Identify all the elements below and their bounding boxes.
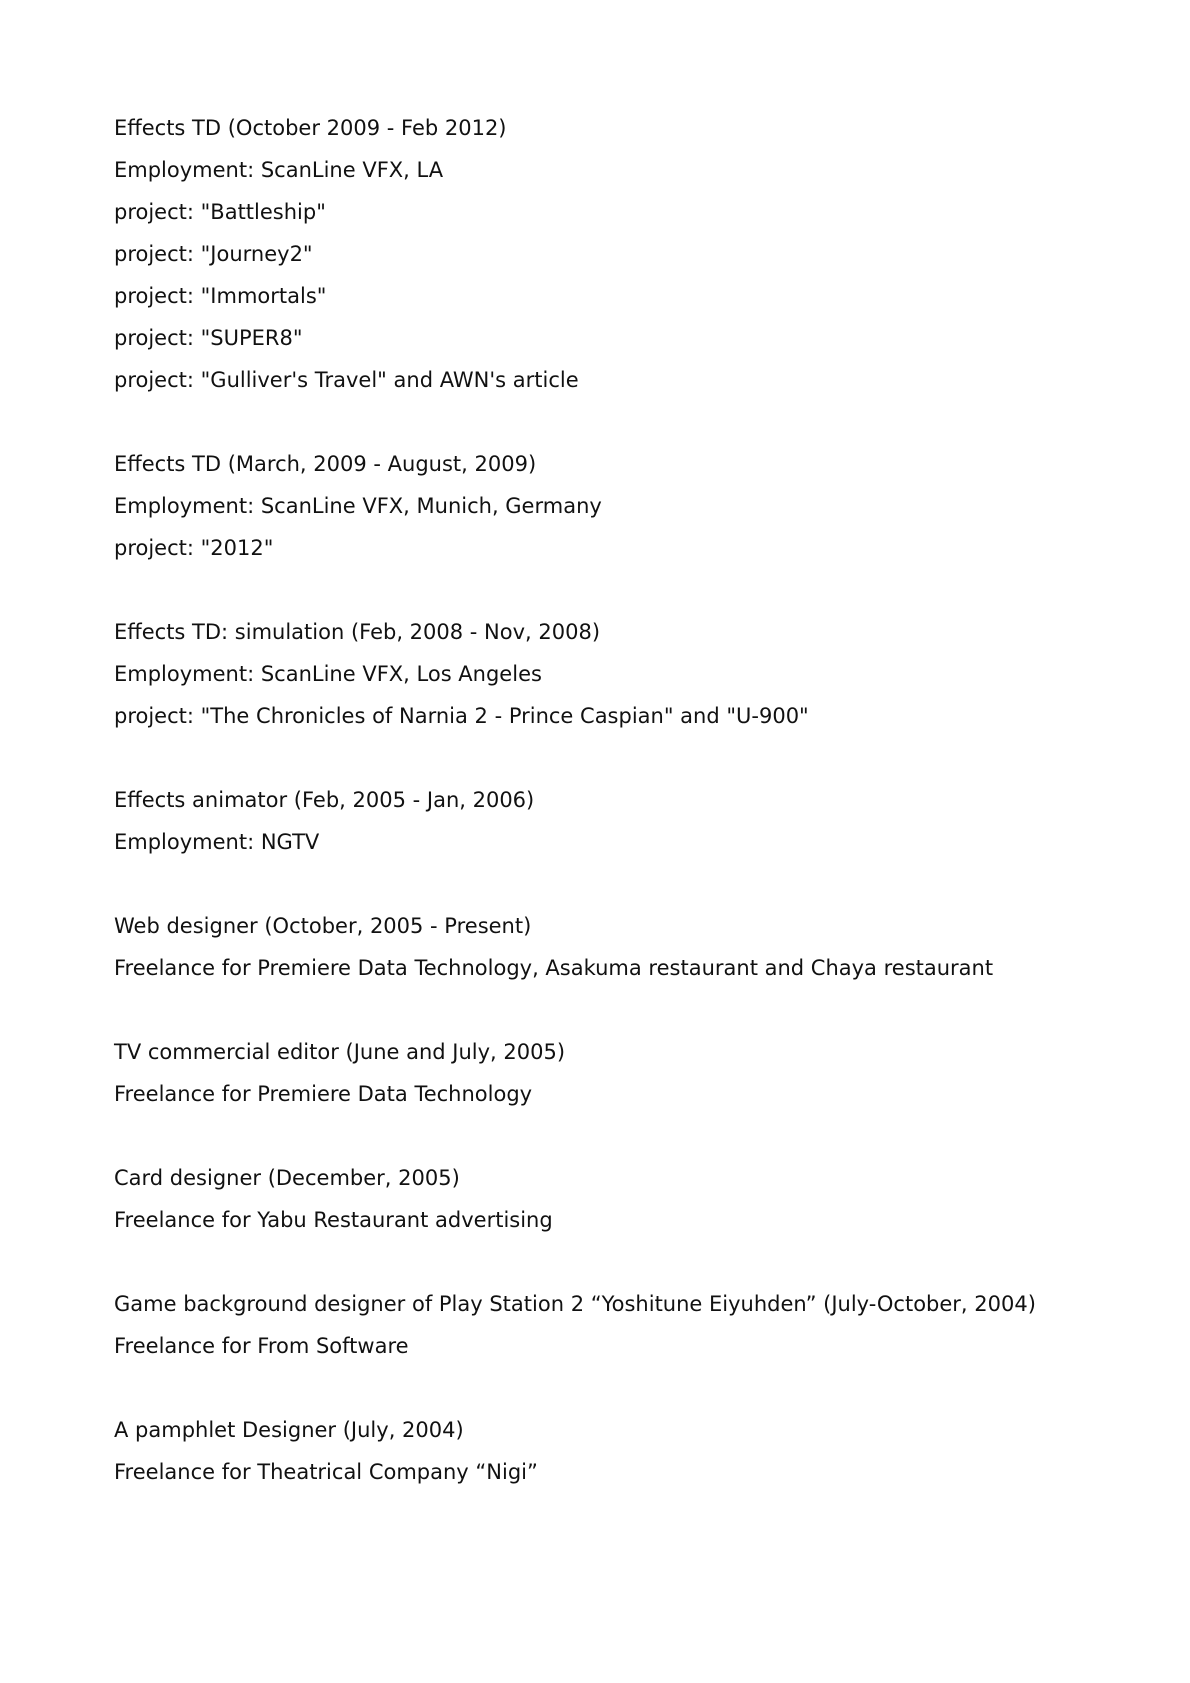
experience-entry: [114, 1283, 1134, 1367]
experience-entry: [114, 1157, 1134, 1241]
entry-line: Freelance for Premiere Data Technology, Asakuma restaurant and Chaya restaurant: [114, 956, 994, 980]
entry-title: Effects TD (October 2009 - Feb 2012): [114, 116, 507, 140]
entry-title: Effects TD (March, 2009 - August, 2009): [114, 452, 537, 476]
entry-line: Freelance for From Software: [114, 1334, 409, 1358]
entry-line: project: "Battleship": [114, 200, 326, 224]
entry-line: project: "2012": [114, 536, 274, 560]
entry-line: Employment: ScanLine VFX, LA: [114, 158, 444, 182]
experience-entry: [114, 905, 1134, 989]
entry-line: Freelance for Premiere Data Technology: [114, 1082, 533, 1106]
entry-title: Web designer (October, 2005 - Present): [114, 914, 532, 938]
entry-line: project: "Gulliver's Travel" and AWN's article: [114, 368, 579, 392]
experience-list: [114, 107, 1134, 1493]
entry-title: Game background designer of Play Station 2 “Yoshitune Eiyuhden” (July-October, 2004): [114, 1292, 1036, 1316]
entry-title: TV commercial editor (June and July, 2005): [114, 1040, 566, 1064]
entry-title: Effects TD: simulation (Feb, 2008 - Nov, 2008): [114, 620, 601, 644]
entry-line: project: "Immortals": [114, 284, 327, 308]
experience-entry: [114, 611, 1134, 737]
entry-title: Card designer (December, 2005): [114, 1166, 460, 1190]
entry-line: project: "Journey2": [114, 242, 313, 266]
entry-line: project: "SUPER8": [114, 326, 303, 350]
experience-entry: [114, 779, 1134, 863]
entry-line: Employment: ScanLine VFX, Los Angeles: [114, 662, 542, 686]
experience-entry: [114, 1409, 1134, 1493]
experience-entry: [114, 1031, 1134, 1115]
entry-line: Freelance for Yabu Restaurant advertising: [114, 1208, 553, 1232]
entry-title: A pamphlet Designer (July, 2004): [114, 1418, 464, 1442]
experience-entry: [114, 443, 1134, 569]
entry-line: Employment: NGTV: [114, 830, 320, 854]
entry-title: Effects animator (Feb, 2005 - Jan, 2006): [114, 788, 535, 812]
entry-line: Employment: ScanLine VFX, Munich, Germany: [114, 494, 602, 518]
entry-line: Freelance for Theatrical Company “Nigi”: [114, 1460, 538, 1484]
entry-line: project: "The Chronicles of Narnia 2 - Prince Caspian" and "U-900": [114, 704, 809, 728]
experience-entry: [114, 107, 1134, 401]
